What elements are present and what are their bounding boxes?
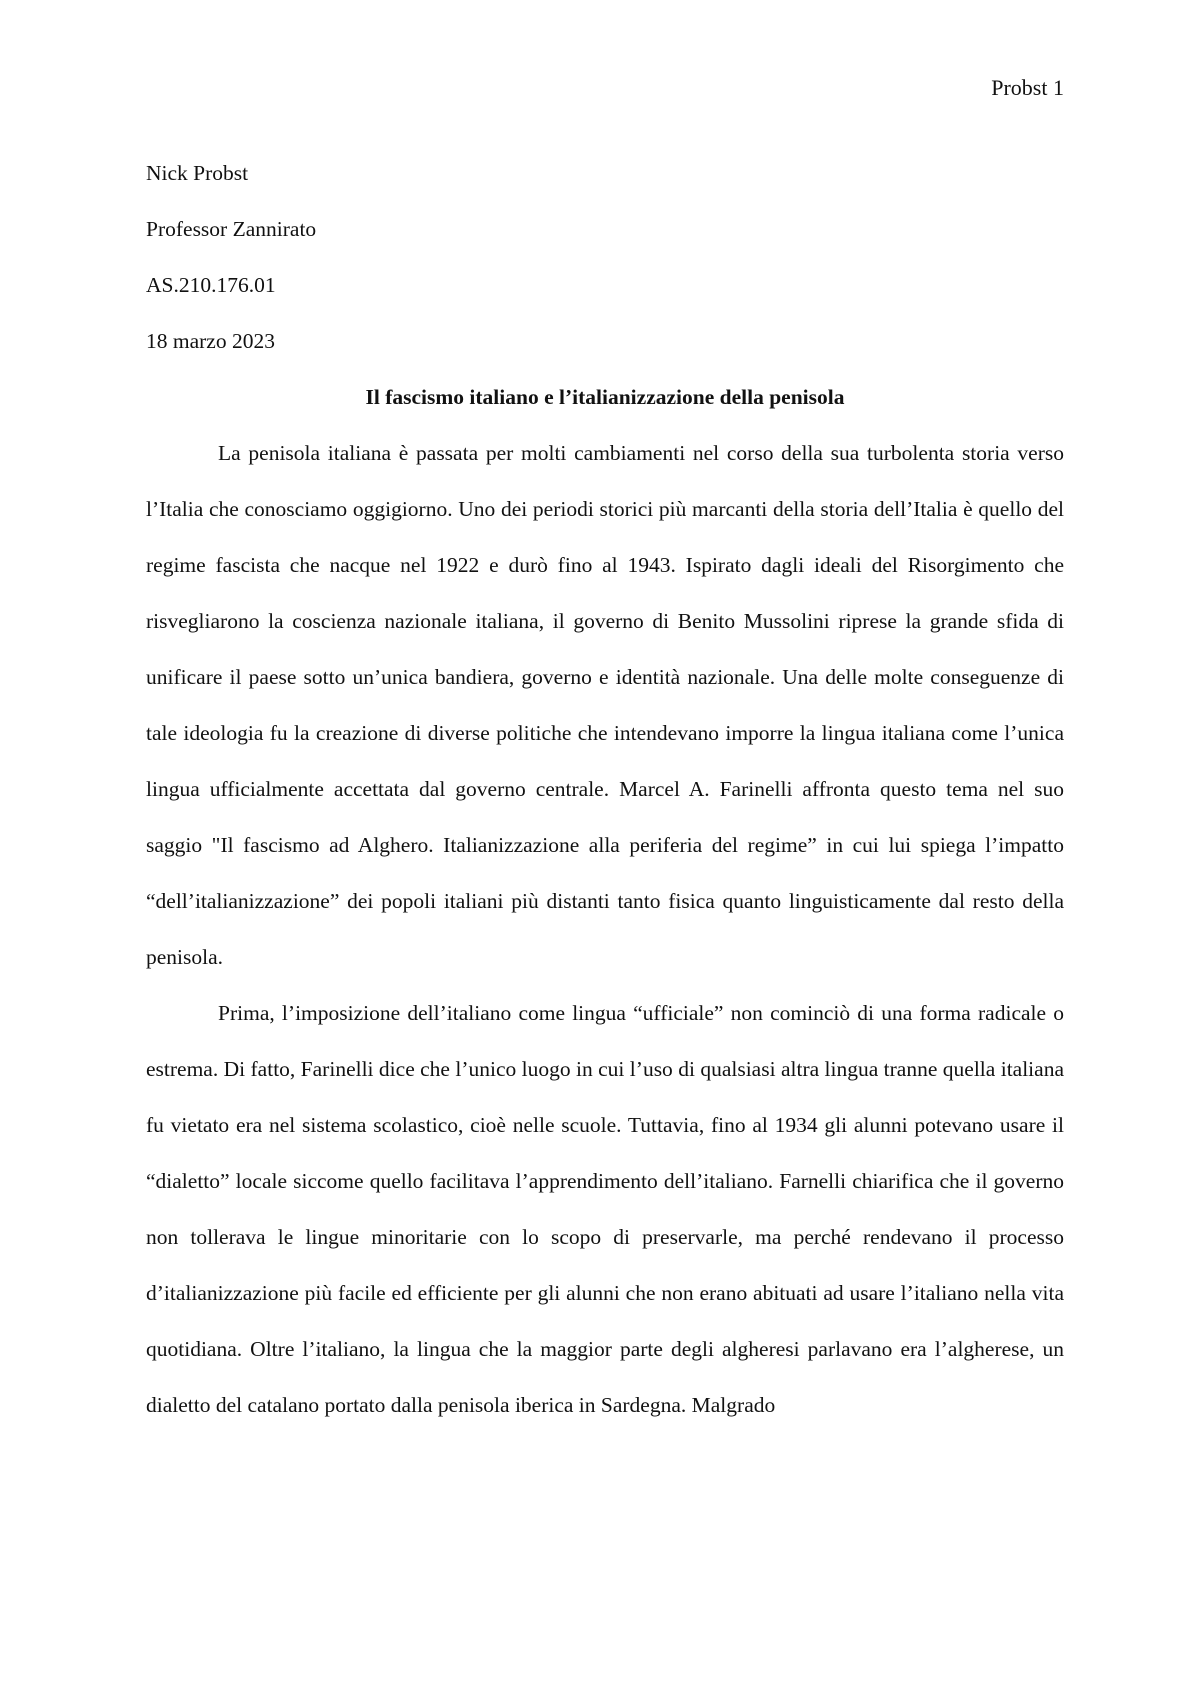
document-body: [146, 145, 1064, 1433]
author-name: Nick Probst: [146, 161, 249, 185]
document-date: 18 marzo 2023: [146, 329, 275, 353]
instructor-name: Professor Zannirato: [146, 217, 317, 241]
essay-title: Il fascismo italiano e l’italianizzazione della penisola: [365, 385, 845, 409]
body-paragraph: Prima, l’imposizione dell’italiano come lingua “ufficiale” non cominciò di una forma radicale o estrema. Di fatto, Farinelli dice che l’unico luogo in cui l’uso di qualsiasi altra lingua tranne quella italiana fu vietato era nel sistema scolastico, cioè nelle scuole. Tuttavia, fino al 1934 gli alunni potevano usare il “dialetto” locale siccome quello facilitava l’apprendimento dell’italiano. Farnelli chiarifica che il governo non tollerava le lingue minoritarie con lo scopo di preservarle, ma perché rendevano il processo d’italianizzazione più facile ed efficiente per gli alunni che non erano abituati ad usare l’italiano nella vita quotidiana. Oltre l’italiano, la lingua che la maggior parte degli algheresi parlavano era l’algherese, un dialetto del catalano portato dalla penisola iberica in Sardegna. Malgrado: [146, 1001, 1064, 1417]
course-code: AS.210.176.01: [146, 273, 276, 297]
running-head: Probst 1: [991, 75, 1064, 100]
body-paragraph: La penisola italiana è passata per molti cambiamenti nel corso della sua turbolenta storia verso l’Italia che conosciamo oggigiorno. Uno dei periodi storici più marcanti della storia dell’Italia è quello del regime fascista che nacque nel 1922 e durò fino al 1943. Ispirato dagli ideali del Risorgimento che risvegliarono la coscienza nazionale italiana, il governo di Benito Mussolini riprese la grande sfida di unificare il paese sotto un’unica bandiera, governo e identità nazionale. Una delle molte conseguenze di tale ideologia fu la creazione di diverse politiche che intendevano imporre la lingua italiana come l’unica lingua ufficialmente accettata dal governo centrale. Marcel A. Farinelli affronta questo tema nel suo saggio "Il fascismo ad Alghero. Italianizzazione alla periferia del regime” in cui lui spiega l’impatto “dell’italianizzazione” dei popoli italiani più distanti tanto fisica quanto linguisticamente dal resto della penisola.: [146, 441, 1064, 969]
